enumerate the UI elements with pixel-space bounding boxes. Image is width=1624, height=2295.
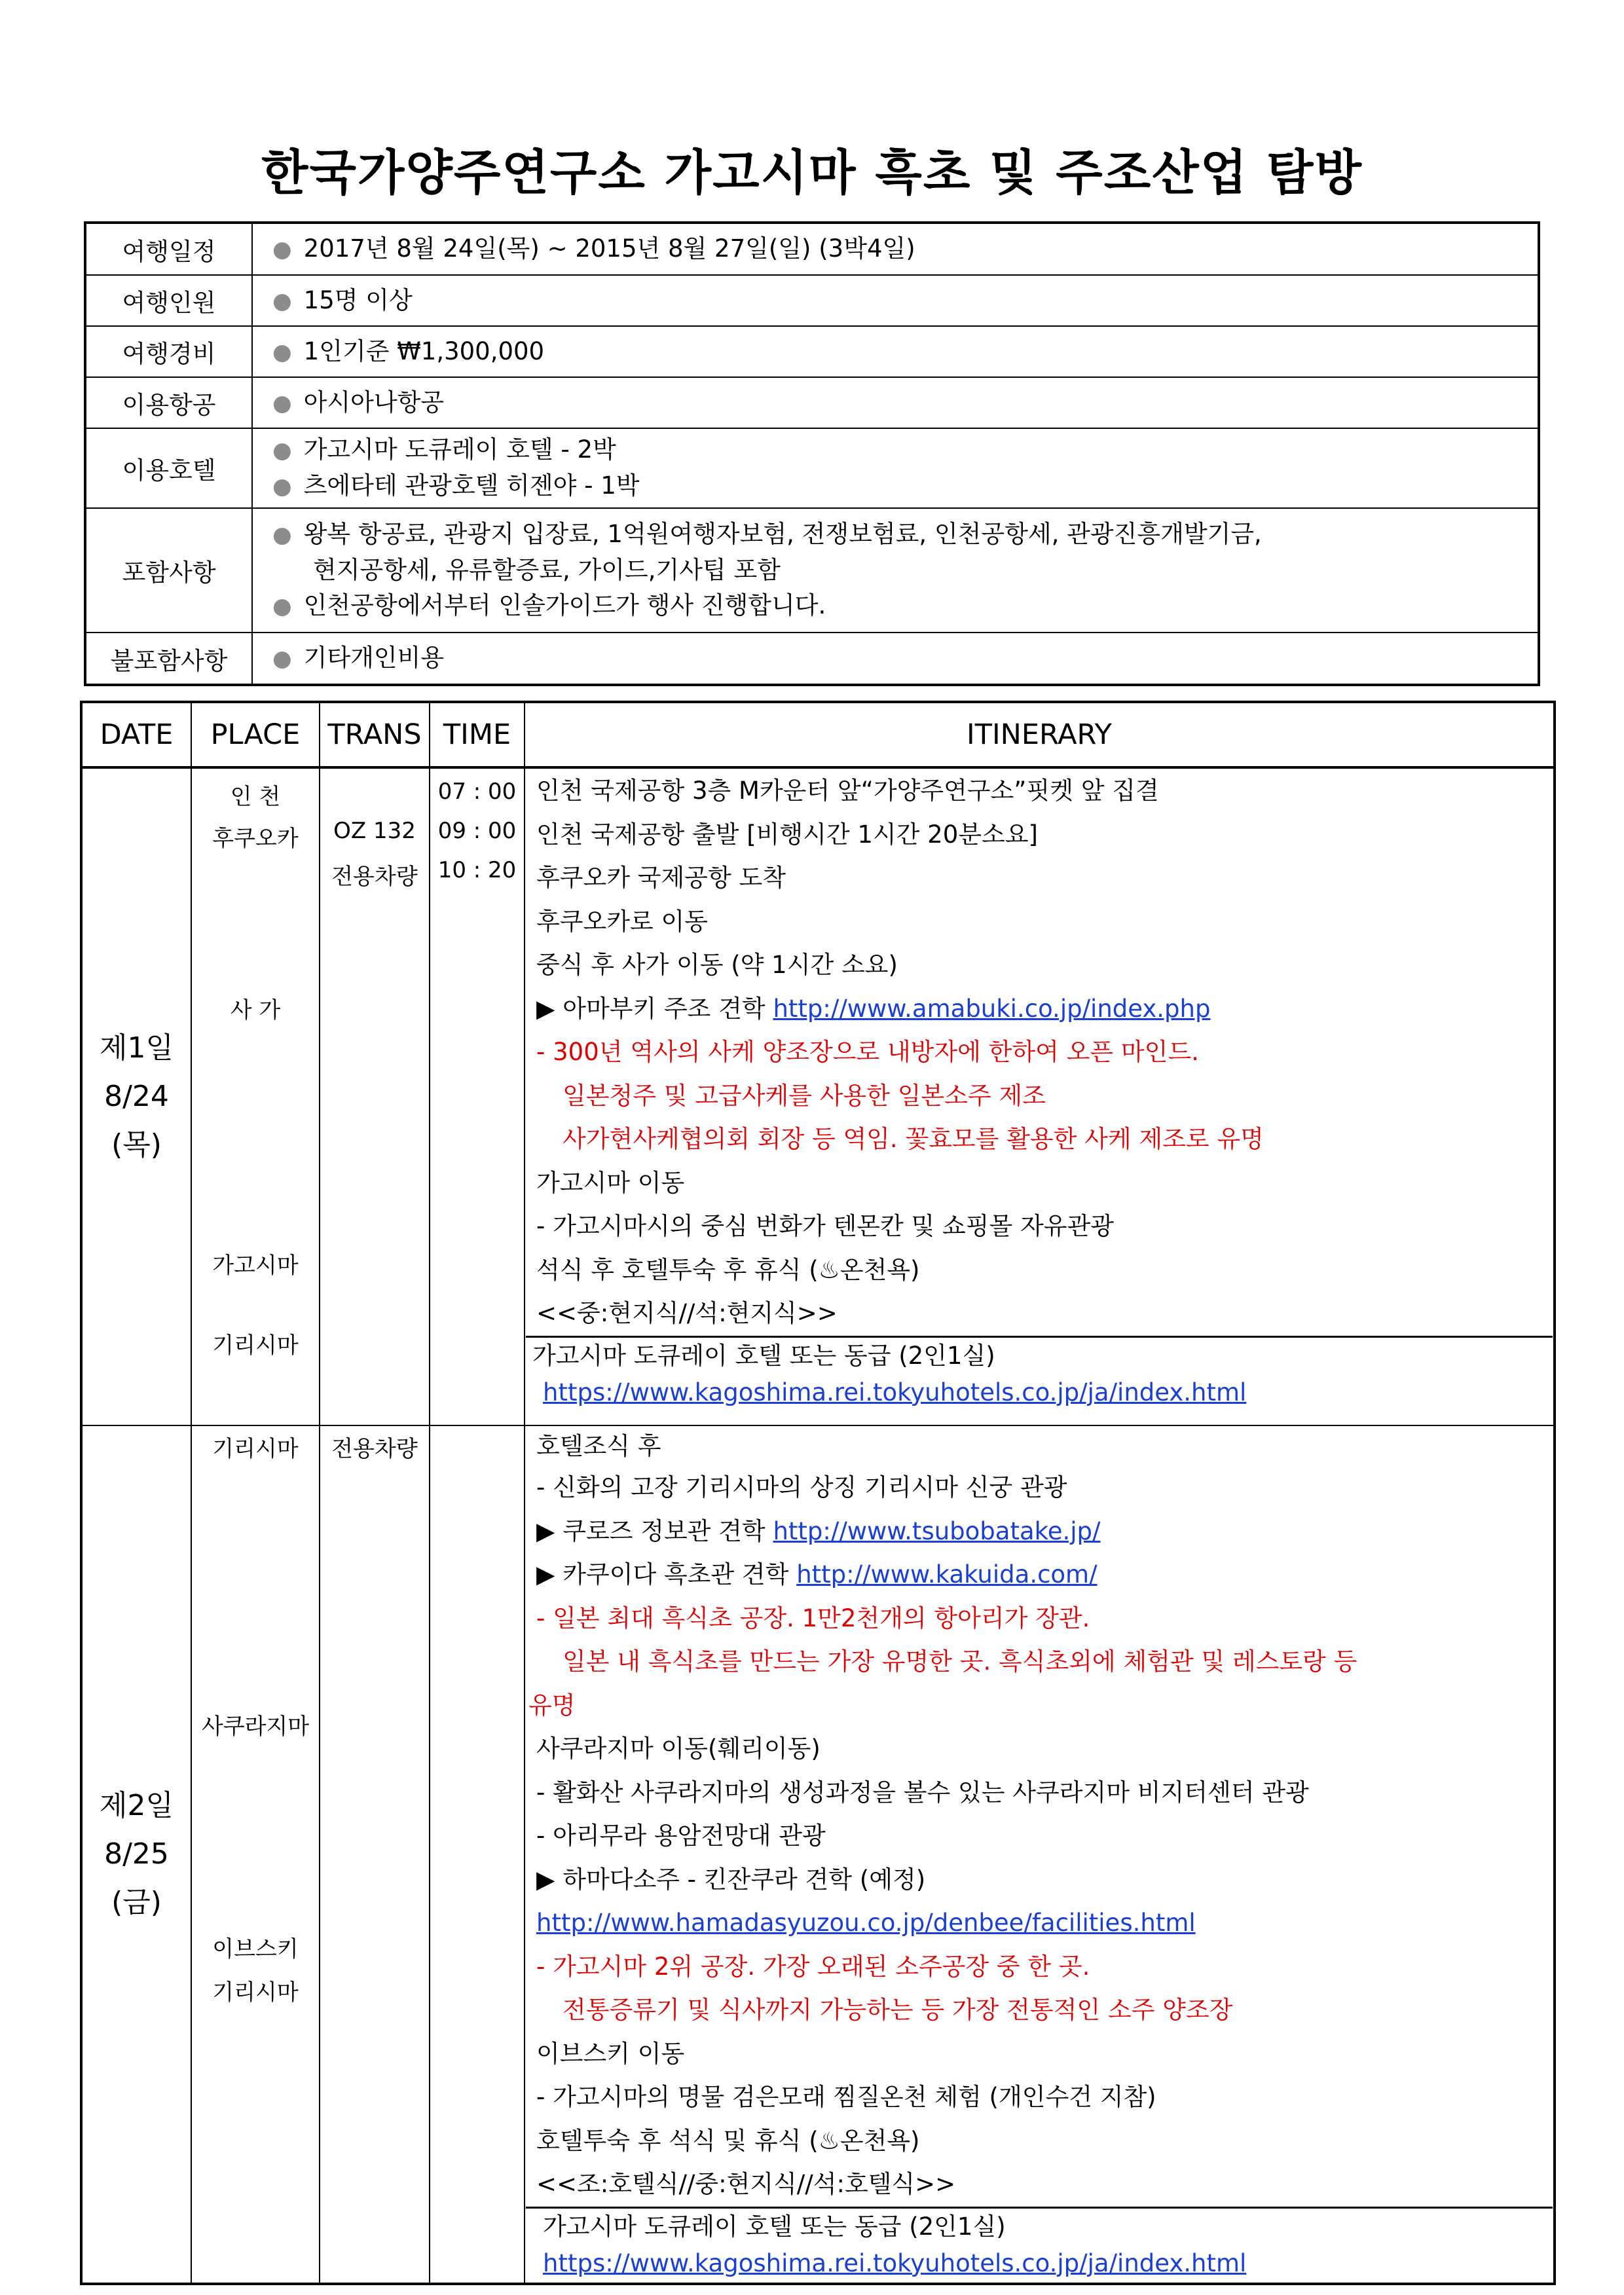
itinerary-line: <<조:호텔식//중:현지식//석:호텔식>> (536, 2170, 956, 2198)
place-name: 사쿠라지마 (201, 1714, 310, 1740)
info-label: 여행일정 (85, 223, 252, 275)
info-value: ● 인천공항에서부터 인솔가이드가 행사 진행합니다. (272, 588, 1537, 624)
info-row-hotel (85, 428, 1539, 508)
time: 09 : 00 (437, 818, 517, 844)
tsubobatake-link[interactable]: http://www.tsubobatake.jp/ (773, 1516, 1101, 1545)
info-value: ● 1인기준 ₩1,300,000 (272, 334, 1537, 370)
itinerary-line: 사가현사케협의회 회장 등 역임. 꽃효모를 활용한 사케 제조로 유명 (563, 1125, 1264, 1153)
info-value: 현지공항세, 유류할증료, 가이드,기사팁 포함 (313, 556, 781, 584)
hotel-name: 가고시마 도큐레이 호텔 또는 동급 (2인1실) (532, 1341, 995, 1370)
itinerary-line: 후쿠오카 국제공항 도착 (536, 864, 786, 892)
info-value: ● 아시아나항공 (272, 385, 1537, 421)
info-row-excluded (85, 633, 1539, 685)
itinerary-line: 전통증류기 및 식사까지 가능하는 등 가장 전통적인 소주 양조장 (563, 1996, 1233, 2024)
place-name: 가고시마 (212, 1253, 299, 1279)
itinerary-line: 일본청주 및 고급사케를 사용한 일본소주 제조 (563, 1081, 1046, 1110)
info-value: ● 기타개인비용 (272, 640, 1537, 676)
hotel-box-day2 (526, 2207, 1553, 2282)
amabuki-link[interactable]: http://www.amabuki.co.jp/index.php (773, 994, 1211, 1023)
hamadasyuzou-link[interactable]: http://www.hamadasyuzou.co.jp/denbee/facilities.html (536, 1909, 1196, 1937)
info-label: 불포함사항 (85, 633, 252, 685)
itinerary-line: 호텔조식 후 (536, 1432, 661, 1460)
itinerary-line: 사쿠라지마 이동(훼리이동) (536, 1735, 821, 1763)
info-label: 이용항공 (85, 377, 252, 428)
trans-column (320, 767, 430, 1425)
hotel-box-day1 (526, 1336, 1553, 1411)
itinerary-line: - 활화산 사쿠라지마의 생성과정을 볼수 있는 사쿠라지마 비지터센터 관광 (536, 1778, 1309, 1807)
place-name: 후쿠오카 (212, 826, 299, 852)
kakuida-link[interactable]: http://www.kakuida.com/ (796, 1560, 1098, 1588)
itinerary-line: 일본 내 흑식초를 만드는 가장 유명한 곳. 흑식초외에 체험관 및 레스토랑 등 (563, 1647, 1357, 1676)
info-row-people (85, 275, 1539, 326)
info-label: 이용호텔 (85, 428, 252, 508)
info-value: ● 15명 이상 (272, 283, 1537, 319)
hotel-link[interactable]: https://www.kagoshima.rei.tokyuhotels.co.jp/ja/index.html (543, 2249, 1247, 2277)
trans-column (320, 1425, 430, 2284)
place-column (191, 1425, 320, 2284)
day-row-1 (81, 767, 1555, 1425)
time-column (430, 1425, 525, 2284)
transport: 전용차량 (331, 1436, 418, 1462)
place-name: 기리시마 (212, 1436, 299, 1462)
info-row-cost (85, 326, 1539, 377)
day-label: 제1일 8/24 (목) (81, 767, 191, 1425)
itinerary-line: - 신화의 고장 기리시마의 상징 기리시마 신궁 관광 (536, 1473, 1067, 1501)
itinerary-line: 후쿠오카로 이동 (536, 907, 708, 936)
info-row-airline (85, 377, 1539, 428)
itinerary-line: ▶ 하마다소주 - 킨잔쿠라 견학 (예정) (536, 1865, 926, 1894)
day-row-2 (81, 1425, 1555, 2284)
info-label: 여행인원 (85, 275, 252, 326)
place-name: 기리시마 (212, 1979, 299, 2006)
itinerary-line: - 아리무라 용암전망대 관광 (536, 1822, 826, 1850)
page-title: 한국가양주연구소 가고시마 흑초 및 주조산업 탐방 (261, 145, 1363, 201)
itinerary-line: - 가고시마 2위 공장. 가장 오래된 소주공장 중 한 곳. (536, 1952, 1090, 1981)
place-column (191, 767, 320, 1425)
itinerary-line: <<중:현지식//석:현지식>> (536, 1299, 838, 1327)
info-row-schedule (85, 223, 1539, 275)
itinerary-line: ▶ 아마부키 주조 견학 http://www.amabuki.co.jp/index.php (536, 994, 1211, 1023)
itinerary-line: 유명 (528, 1691, 576, 1719)
time: 10 : 20 (437, 857, 517, 883)
itinerary-line: ▶ 카쿠이다 흑초관 견학 http://www.kakuida.com/ (536, 1560, 1098, 1588)
hotel-link[interactable]: https://www.kagoshima.rei.tokyuhotels.co.jp/ja/index.html (543, 1378, 1247, 1406)
place-name: 이브스키 (212, 1936, 299, 1962)
place-name: 기리시마 (212, 1332, 299, 1359)
itinerary-line: 중식 후 사가 이동 (약 1시간 소요) (536, 951, 898, 979)
info-value: ● 츠에타테 관광호텔 히젠야 - 1박 (272, 468, 1537, 504)
header-date: DATE (81, 702, 191, 767)
itinerary-cell-day1 (525, 767, 1555, 1425)
itinerary-line: - 가고시마의 명물 검은모래 찜질온천 체험 (개인수건 지참) (536, 2083, 1156, 2111)
day-label: 제2일 8/25 (금) (81, 1425, 191, 2284)
info-value: ● 왕복 항공료, 관광지 입장료, 1억원여행자보험, 전쟁보험료, 인천공항세, 관광진흥개발기금, (272, 517, 1537, 553)
time: 07 : 00 (437, 779, 517, 805)
header-time: TIME (430, 702, 525, 767)
hotel-name: 가고시마 도큐레이 호텔 또는 동급 (2인1실) (543, 2212, 1006, 2241)
itinerary-line: - 일본 최대 흑식초 공장. 1만2천개의 항아리가 장관. (536, 1604, 1090, 1632)
flight-number: OZ 132 (333, 818, 416, 844)
info-value: ● 2017년 8월 24일(목) ~ 2015년 8월 27일(일) (3박4일) (272, 231, 1537, 267)
itinerary-line: 가고시마 이동 (536, 1168, 685, 1197)
header-trans: TRANS (320, 702, 430, 767)
info-label: 여행경비 (85, 326, 252, 377)
itinerary-header-row (81, 702, 1555, 767)
place-name: 인 천 (230, 784, 281, 810)
itinerary-line: ▶ 쿠로즈 정보관 견학 http://www.tsubobatake.jp/ (536, 1516, 1101, 1545)
itinerary-line: 석식 후 호텔투숙 후 휴식 (♨온천욕) (536, 1255, 920, 1284)
info-row-included (85, 508, 1539, 633)
header-place: PLACE (191, 702, 320, 767)
time-column (430, 767, 525, 1425)
itinerary-line: 인천 국제공항 출발 [비행시간 1시간 20분소요] (536, 820, 1038, 849)
transport: 전용차량 (331, 864, 418, 890)
itinerary-line: 인천 국제공항 3층 M카운터 앞“가양주연구소”핏켓 앞 집결 (536, 777, 1159, 805)
place-name: 사 가 (230, 997, 281, 1023)
itinerary-line: - 300년 역사의 사케 양조장으로 내방자에 한하여 오픈 마인드. (536, 1038, 1199, 1066)
itinerary-line: 이브스키 이동 (536, 2039, 685, 2068)
itinerary-line: - 가고시마시의 중심 번화가 텐몬칸 및 쇼핑몰 자유관광 (536, 1212, 1115, 1240)
info-label: 포함사항 (85, 508, 252, 633)
trip-info-table (84, 221, 1540, 686)
header-itinerary: ITINERARY (525, 702, 1555, 767)
itinerary-line: 호텔투숙 후 석식 및 휴식 (♨온천욕) (536, 2126, 920, 2155)
itinerary-table (80, 701, 1556, 2285)
info-value: ● 가고시마 도큐레이 호텔 - 2박 (272, 432, 1537, 468)
itinerary-cell-day2 (525, 1425, 1555, 2284)
